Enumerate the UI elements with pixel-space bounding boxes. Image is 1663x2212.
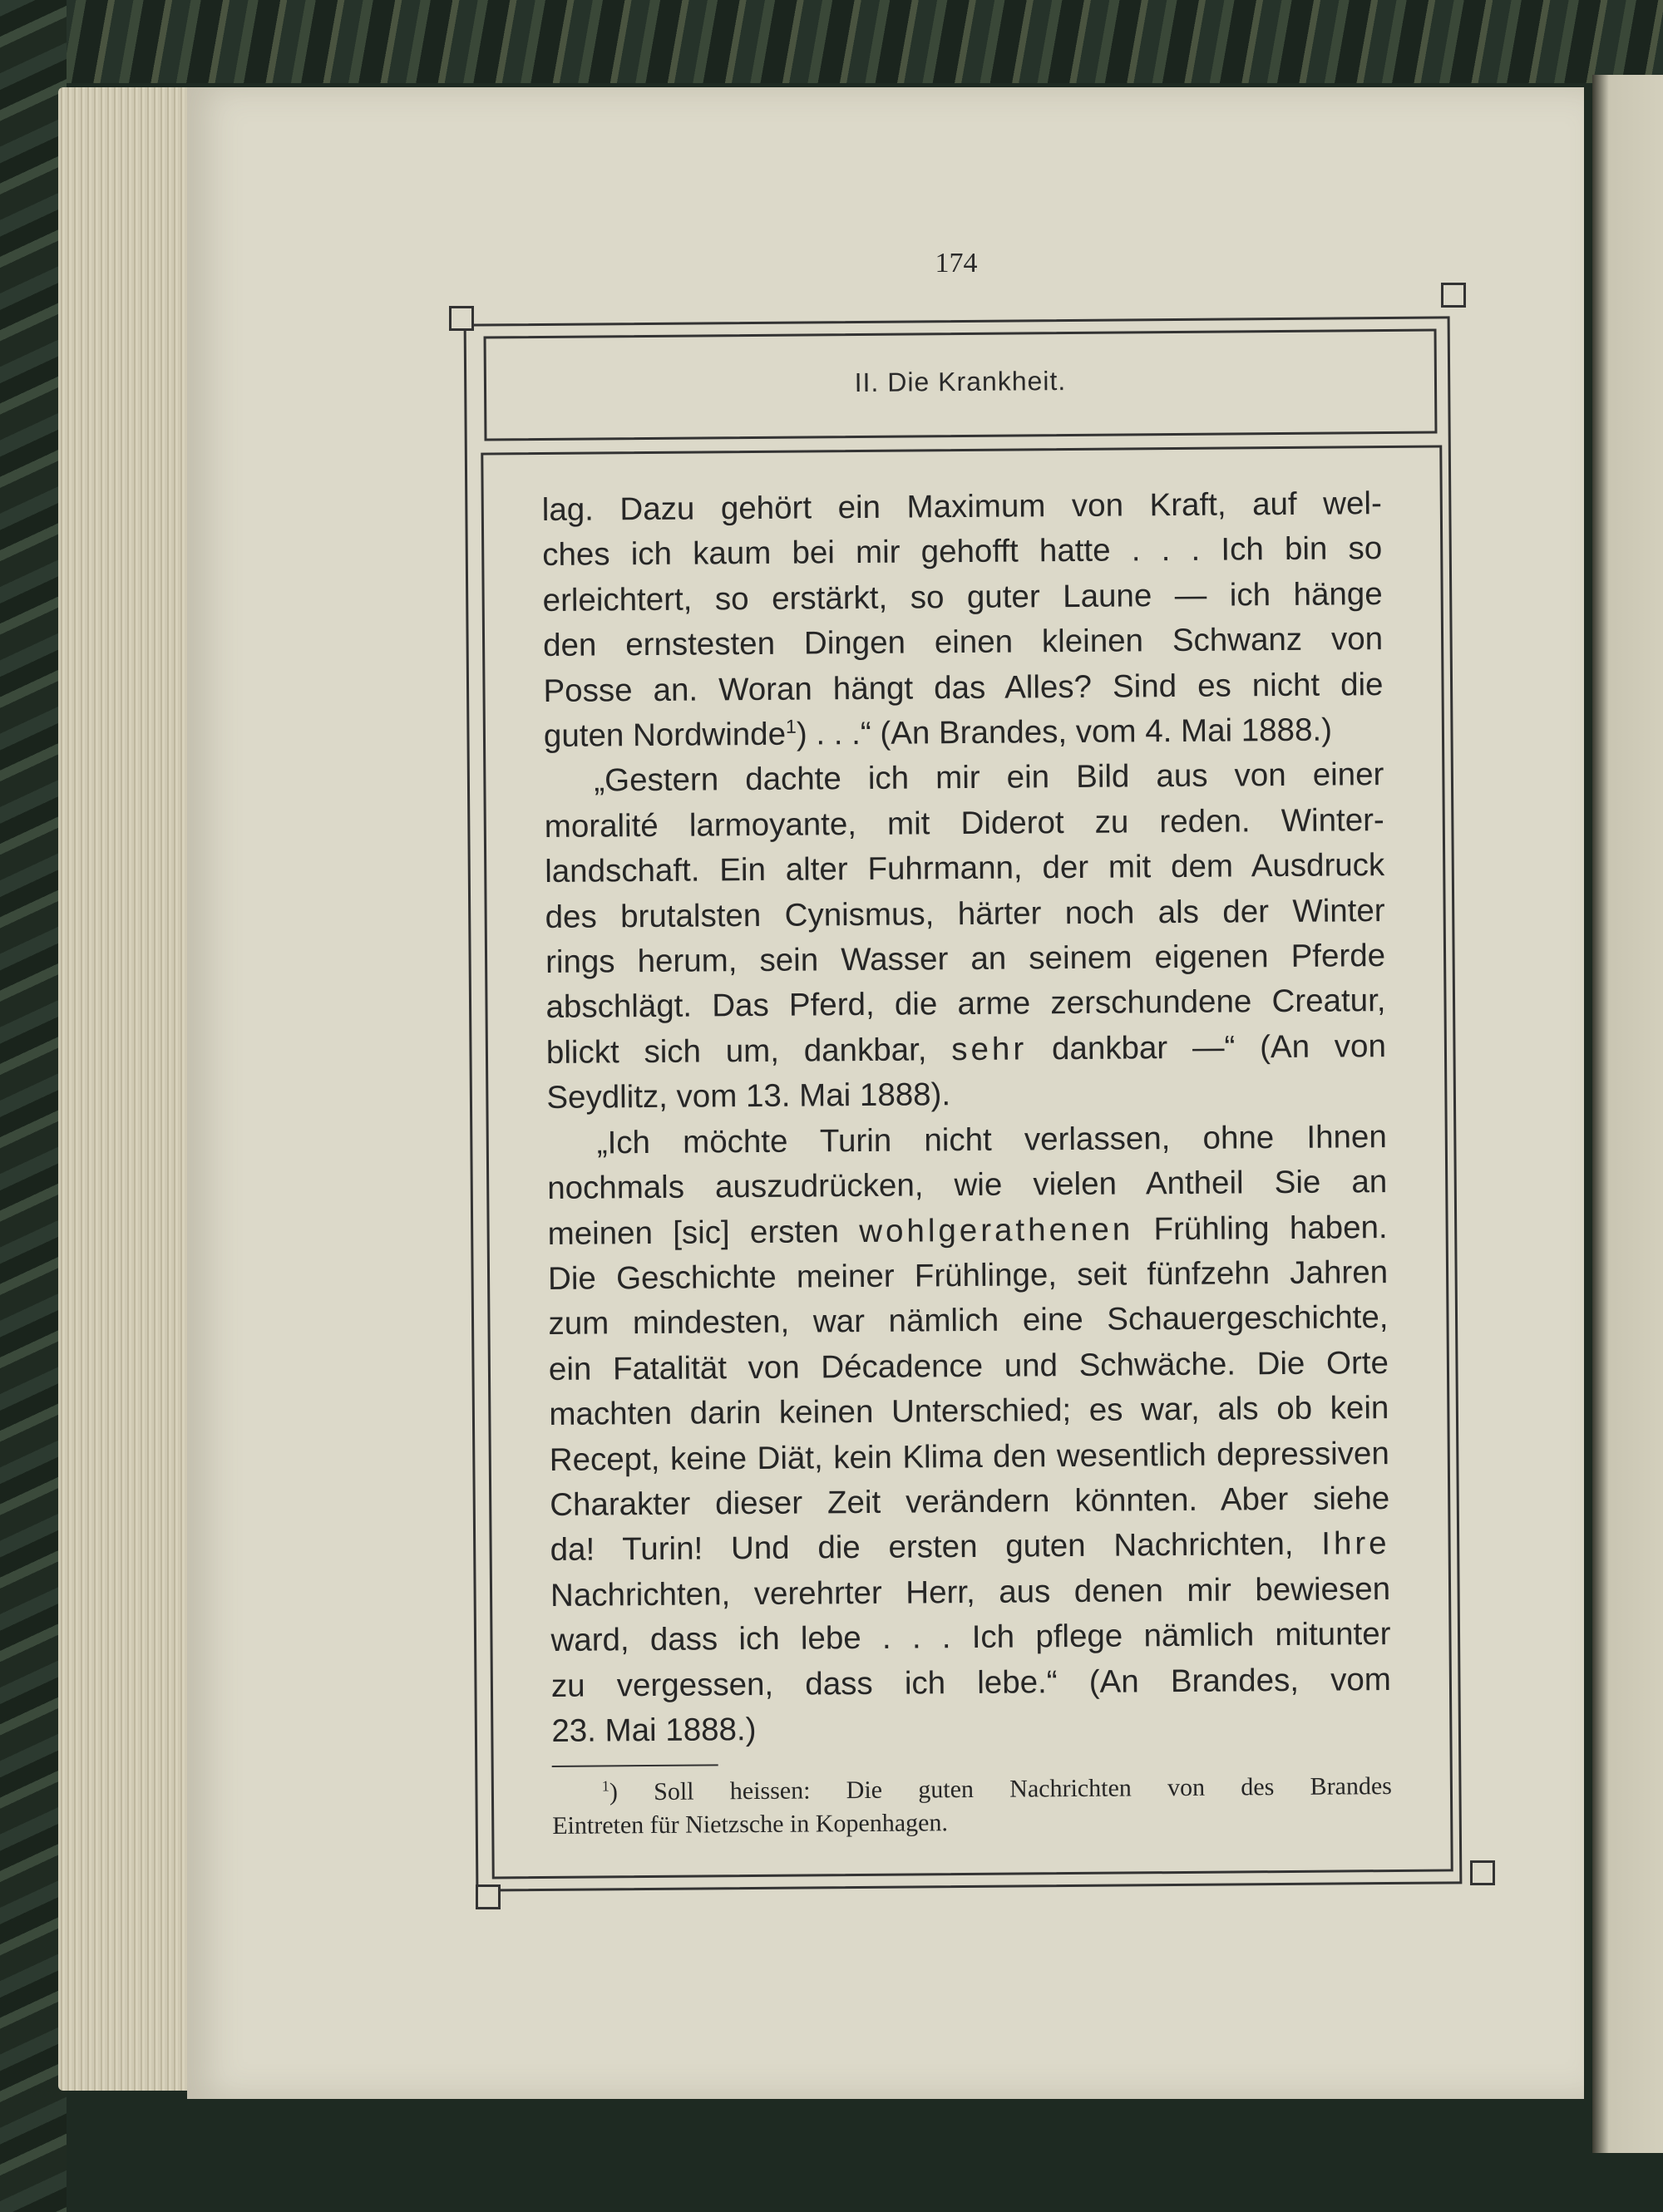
text-line: machten darin keinen Unterschied; es war, als ob kein [549,1390,1389,1433]
text-fragment: guten Nordwinde [543,716,787,755]
text-line: abschlägt. Das Pferd, die arme zerschundene Creatur, [545,983,1386,1026]
text-fragment: meinen [sic] ersten [547,1213,860,1252]
emphasis-spaced: Ihre [1321,1525,1390,1563]
text-line [546,1024,1386,1076]
text-line: ches ich kaum bei mir gehofft hatte . . . Ich bin so [542,530,1383,574]
text-line: landschaft. Ein alter Fuhrmann, der mit dem Ausdruck [545,847,1385,890]
footnote-rule [552,1764,718,1767]
text-fragment: dankbar —“ (An von [1027,1027,1387,1067]
page-number: 174 [935,248,978,278]
text-line: „Ich möchte Turin nicht verlassen, ohne Ihnen [596,1118,1387,1161]
facing-page-edge [1592,75,1663,2153]
running-header: II. Die Krankheit. [854,366,1067,397]
emphasis-spaced: sehr [951,1031,1028,1068]
text-line: erleichtert, so erstärkt, so guter Laune — ich hänge [542,575,1383,618]
text-line [544,707,1384,759]
text-line [547,1205,1387,1257]
text-line: lag. Dazu gehört ein Maximum von Kraft, auf wel- [541,485,1382,528]
text-line: des brutalsten Cynismus, härter noch als der Winter [545,892,1385,935]
running-header-box [484,329,1438,441]
text-line: Seydlitz, vom 13. Mai 1888). [546,1076,951,1116]
text-fragment: blickt sich um, dankbar, [545,1032,952,1071]
footnote-marker: 1 [601,1777,609,1795]
text-line: „Gestern dachte ich mir ein Bild aus von einer [594,756,1384,799]
text-line: ward, dass ich lebe . . . Ich pflege nämlich mitunter [550,1616,1391,1659]
body-text [542,481,1392,1754]
text-line: nochmals auszudrücken, wie vielen Antheil Sie an [547,1164,1388,1207]
text-line: Posse an. Woran hängt das Alles? Sind es nicht die [543,666,1384,709]
book-cover-left [0,0,67,2212]
text-line: den ernstesten Dingen einen kleinen Schwanz von [542,621,1384,664]
book-cover-top [0,0,1663,83]
text-line: zu vergessen, dass ich lebe.“ (An Brandes, vom [550,1661,1392,1704]
text-fragment: da! Turin! Und die ersten guten Nachrichten, [550,1526,1322,1569]
footnote-line [552,1770,1392,1810]
frame-corner-bottom-right [1470,1860,1495,1885]
frame-corner-top-right [1441,283,1466,308]
footnote-text: ) Soll heissen: Die guten Nachrichten von des Brandes [609,1772,1393,1806]
text-frame [481,445,1453,1879]
text-line: Die Geschichte meiner Frühlinge, seit fünfzehn Jahren [547,1254,1389,1297]
text-fragment: Frühling haben. [1133,1209,1388,1247]
frame-corner-top-left [449,306,474,331]
text-line: 23. Mai 1888.) [551,1711,757,1749]
emphasis-spaced: wohlgerathenen [859,1210,1134,1249]
text-line [550,1521,1389,1573]
text-line: ein Fatalität von Décadence und Schwäche. Die Orte [548,1344,1389,1387]
text-fragment: ) . . .“ (An Brandes, vom 4. Mai 1888.) [796,712,1333,752]
text-line: Nachrichten, verehrter Herr, aus denen mir bewiesen [550,1570,1391,1613]
frame-corner-bottom-left [476,1884,501,1909]
footnote-ref: 1 [785,715,797,737]
text-line: Recept, keine Diät, kein Klima den wesentlich depressiven [549,1435,1389,1478]
text-line: rings herum, sein Wasser an seinem eigenen Pferde [545,938,1386,981]
text-line: Charakter dieser Zeit verändern könnten. Aber siehe [550,1480,1390,1523]
text-line: zum mindesten, war nämlich eine Schauergeschichte, [548,1299,1389,1342]
footnote [552,1770,1393,1843]
footnote-line: Eintreten für Nietzsche in Kopenhagen. [552,1809,949,1840]
text-line: moralité larmoyante, mit Diderot zu reden. Winter- [544,801,1384,845]
